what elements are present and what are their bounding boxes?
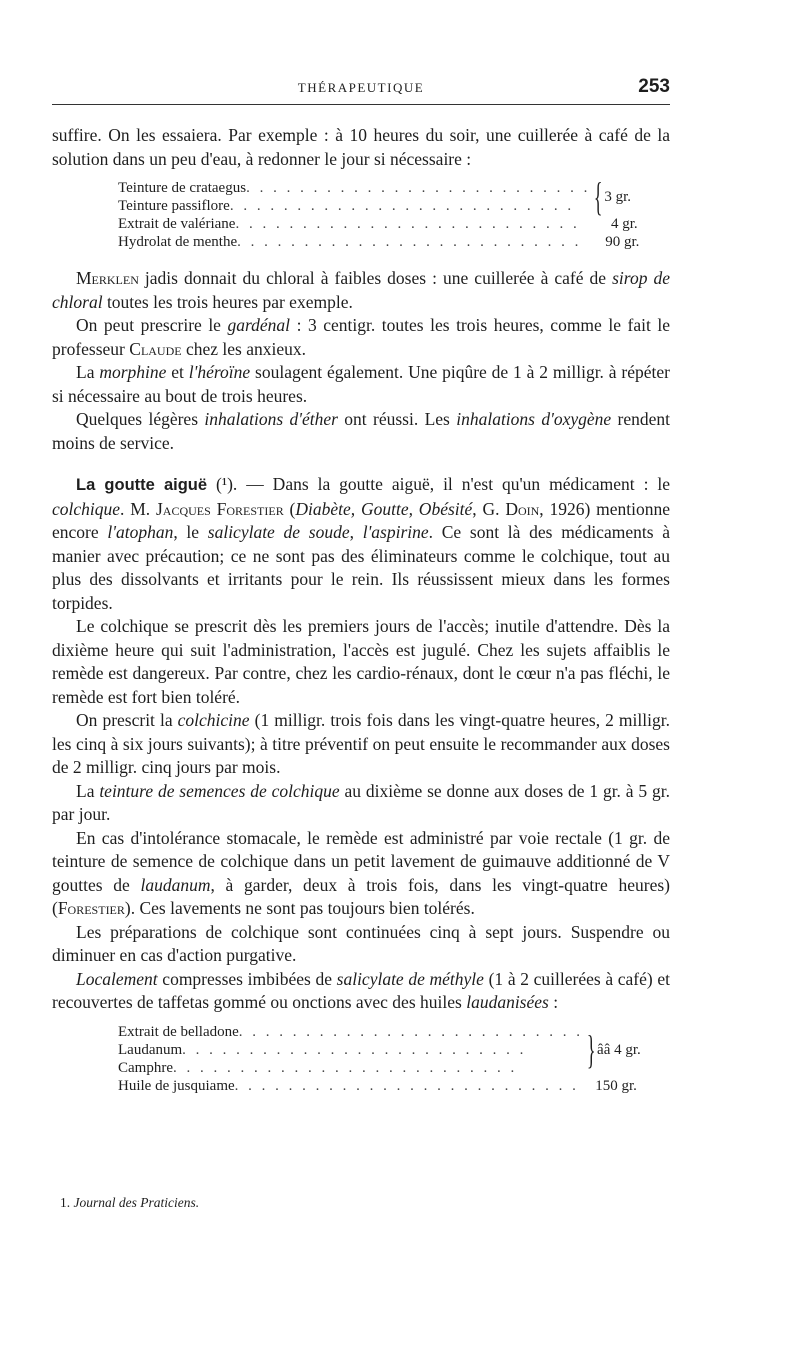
recipe-dose: 3 gr. <box>604 189 631 205</box>
section-paragraph: La goutte aiguë (¹). — Dans la goutte aiguë, il n'est qu'un médicament : le colchique. M. Jacques Forestier (Diabète, Goutte, Obésité, G. Doin, 1926) mentionne encore l'atophan, le salicylate de soude, l'aspirine. Ce sont là des médicaments à manier avec précaution; ce ne sont pas des éliminateurs comme le colchique, tout au plus des dissolvants et irritants pour le rein. Ils réussissent mieux dans les formes torpides. <box>52 474 671 613</box>
page-number: 253 <box>638 76 670 97</box>
recipe-line: Teinture passiflore . . . . . . . . . . . . . . . . . . . . . . . . . . <box>118 198 575 214</box>
recipe-line: Extrait de valériane . . . . . . . . . . . . . . . . . . . . . . . . . . 4 gr. <box>118 216 638 232</box>
paragraph: Localement compresses imbibées de salicylate de méthyle (1 à 2 cuillerées à café) et recouvertes de taffetas gommé ou onctions avec des huiles laudanisées : <box>52 968 670 1012</box>
recipe-line: Teinture de crataegus . . . . . . . . . . . . . . . . . . . . . . . . . . <box>118 180 591 196</box>
paragraph: On peut prescrire le gardénal : 3 centigr. toutes les trois heures, comme le fait le professeur Claude chez les anxieux. <box>52 315 670 359</box>
recipe-dose: 4 gr. <box>611 216 638 232</box>
section-title: La goutte aiguë <box>76 476 208 494</box>
recipe-group <box>118 174 631 219</box>
running-title: THÉRAPEUTIQUE <box>297 80 425 95</box>
footnote-text: Journal des Praticiens. <box>73 1195 200 1210</box>
recipe-topical <box>118 1023 641 1095</box>
recipe-dose: 150 gr. <box>595 1077 637 1094</box>
header-rule <box>52 104 670 105</box>
recipe-group <box>118 1023 641 1077</box>
recipe-dose: 90 gr. <box>605 234 640 250</box>
recipe-line: Hydrolat de menthe . . . . . . . . . . . . . . . . . . . . . . . . . . 90 gr. <box>118 234 640 250</box>
body-text <box>52 124 670 1111</box>
paragraph: Les préparations de colchique sont continuées cinq à sept jours. Suspendre ou diminuer en cas d'action purgative. <box>52 921 670 965</box>
recipe-line: Camphre . . . . . . . . . . . . . . . . . . . . . . . . . . <box>118 1059 518 1076</box>
paragraph: La morphine et l'héroïne soulagent également. Une piqûre de 1 à 2 milligr. à répéter si nécessaire au bout de trois heures. <box>52 362 670 406</box>
paragraph: Quelques légères inhalations d'éther ont réussi. Les inhalations d'oxygène rendent moins de service. <box>52 409 670 453</box>
page-header <box>52 76 670 100</box>
recipe-line: Huile de jusquiame . . . . . . . . . . . . . . . . . . . . . . . . . . 150 gr. <box>118 1077 637 1094</box>
recipe-line: Laudanum . . . . . . . . . . . . . . . . . . . . . . . . . . <box>118 1041 527 1058</box>
paragraph: suffire. On les essaiera. Par exemple : à 10 heures du soir, une cuillerée à café de la solution dans un peu d'eau, à redonner le jour si nécessaire : <box>52 125 670 169</box>
paragraph: Le colchique se prescrit dès les premiers jours de l'accès; inutile d'attendre. Dès la dixième heure qui suit l'administration, l'accès est jugulé. Chez les sujets affaiblis le remède est dangereux. Par contre, chez les cardio-rénaux, dont le cœur n'a pas fléchi, le remède est fort bien toléré. <box>52 616 670 707</box>
recipe-sedative <box>118 174 640 251</box>
paragraph: Merklen jadis donnait du chloral à faibles doses : une cuillerée à café de sirop de chloral toutes les trois heures par exemple. <box>52 268 670 312</box>
footnote-number: 1. <box>60 1195 71 1210</box>
footnote <box>60 1195 199 1211</box>
paragraph: La teinture de semences de colchique au dixième se donne aux doses de 1 gr. à 5 gr. par jour. <box>52 780 670 824</box>
paragraph: On prescrit la colchicine (1 milligr. trois fois dans les vingt-quatre heures, 2 milligr. les cinq à six jours suivants); à titre préventif on peut ensuite le recommander aux doses de 2 milligr. cinq jours par mois. <box>52 710 670 777</box>
recipe-line: Extrait de belladone . . . . . . . . . . . . . . . . . . . . . . . . . . <box>118 1023 584 1040</box>
recipe-dose: ââ 4 gr. <box>597 1041 641 1058</box>
paragraph: En cas d'intolérance stomacale, le remède est administré par voie rectale (1 gr. de teinture de semence de colchique dans un petit lavement de guimauve additionné de V gouttes de laudanum, à garder, deux à trois fois, dans les vingt-quatre heures) (Forestier). Ces lavements ne sont pas toujours bien tolérés. <box>52 827 670 918</box>
brace: { <box>594 174 603 219</box>
brace: } <box>586 1026 596 1072</box>
